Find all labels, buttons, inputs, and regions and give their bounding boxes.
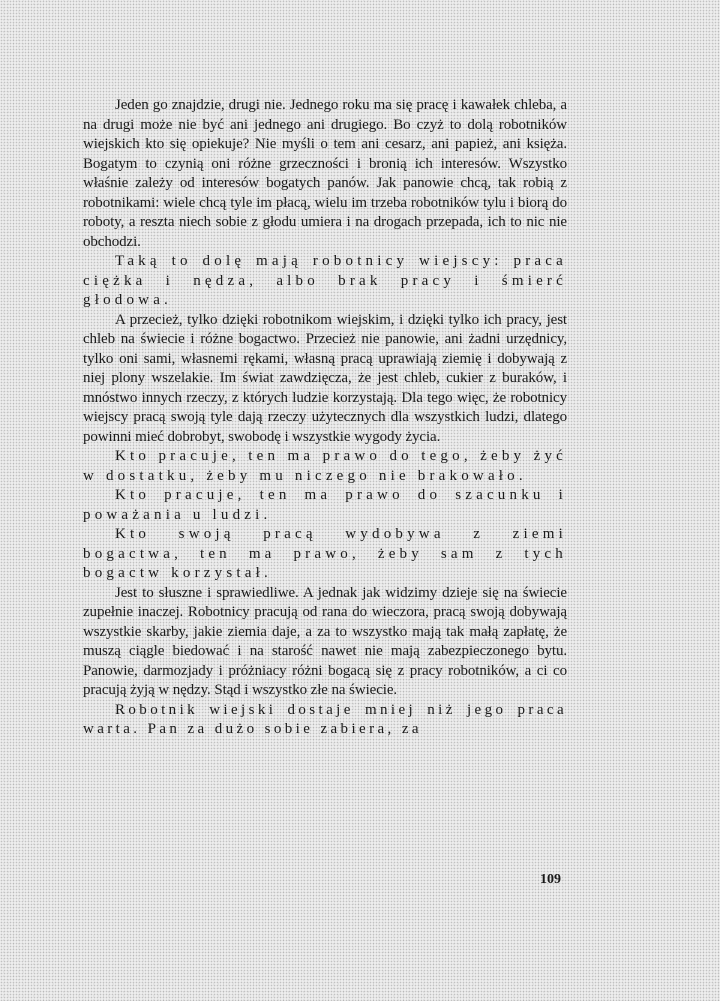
paragraph-3: A przecież, tylko dzięki robotnikom wiejskim, i dzięki tylko ich pracy, jest chleb na świecie i różne bogactwo. Przecież nie panowie, ani żadni urzędnicy, tylko oni sami, własnemi rękami, własną pracą uprawiają ziemię i dobywają z niej plony wszelakie. Im świat zawdzięcza, że jest chleb, cukier z buraków, i mnóstwo innych rzeczy, z których ludzie korzystają. Dla tego więc, że robotnicy wiejscy pracą swoją tyle dają rzeczy użytecznych dla wszystkich ludzi, dlatego powinni mieć dobrobyt, swobodę i wszystkie wygody życia. — [83, 311, 567, 445]
paragraph-6-spaced: Kto swoją pracą wydobywa z ziemi bogactwa, ten ma prawo, żeby sam z tych bogactw korzystał. — [83, 526, 567, 581]
paragraph-5-spaced: Kto pracuje, ten ma prawo do szacunku i poważania u ludzi. — [83, 487, 567, 523]
paragraph-2-spaced: Taką to dolę mają robotnicy wiejscy: praca ciężka i nędza, albo brak pracy i śmierć głodowa. — [83, 253, 567, 308]
paragraph-8-spaced: Robotnik wiejski dostaje mniej niż jego praca warta. Pan za dużo sobie zabiera, za — [83, 701, 567, 737]
body-text — [83, 96, 567, 740]
paragraph-1: Jeden go znajdzie, drugi nie. Jednego roku ma się pracę i kawałek chleba, a na drugi może nie być ani jednego ani drugiego. Bo czyż to dolą robotników wiejskich kto się opiekuje? Nie myśli o tem ani cesarz, ani papież, ani księża. Bogatym to czynią oni różne grzeczności i bronią ich interesów. Wszystko właśnie zależy od interesów bogatych panów. Jak panowie chcą, tak robią z robotnikami: wiele chcą tyle im płacą, wielu im trzeba robotników tylu i biorą do roboty, a reszta niech sobie z głodu umiera i na drogach przepada, ich to nic nie obchodzi. — [83, 97, 567, 250]
paragraph-7: Jest to słuszne i sprawiedliwe. A jednak jak widzimy dzieje się na świecie zupełnie inaczej. Robotnicy pracują od rana do wieczora, pracą swoją dobywają wszystkie skarby, jakie ziemia daje, a za to wszystko mają tak małą zapłatę, że muszą ciągle biedować i na starość nawet nie mają zabezpieczonego bytu. Panowie, darmozjady i próżniacy różni bogacą się z pracy robotników, a ci co pracują żyją w nędzy. Stąd i wszystko złe na świecie. — [83, 584, 567, 698]
paragraph-4-spaced: Kto pracuje, ten ma prawo do tego, żeby żyć w dostatku, żeby mu niczego nie brakowało. — [83, 448, 567, 484]
page-number: 109 — [540, 872, 561, 887]
